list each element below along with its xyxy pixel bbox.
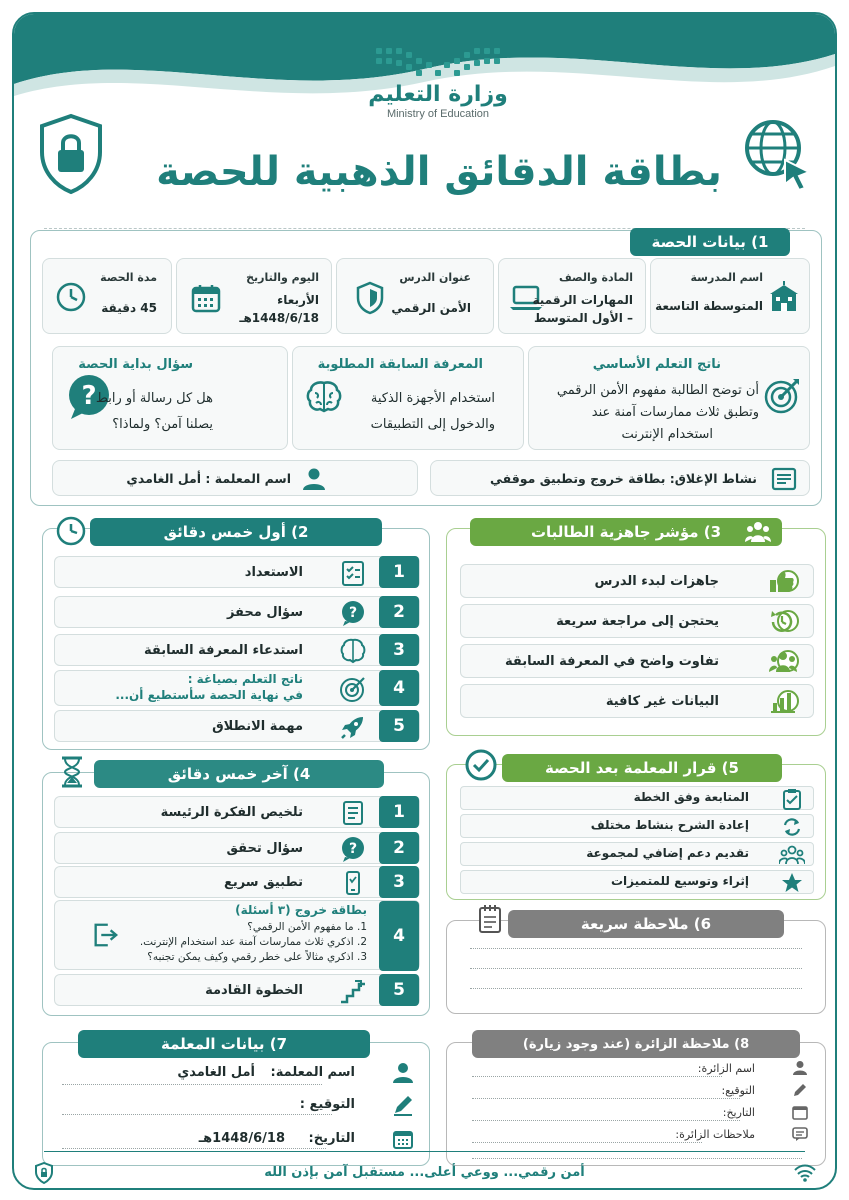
clock-icon [55,281,87,313]
quick-note-line-3[interactable] [470,988,802,989]
ministry-logo [358,44,518,120]
first5-row-5 [54,710,420,742]
visitor-person-icon [792,1060,808,1076]
question-icon [339,599,367,627]
page-title: بطاقة الدقائق الذهبية للحصة [156,149,722,195]
visitor-sign-line[interactable] [472,1098,740,1099]
last5-row-2 [54,832,420,864]
first5-num-1: 1 [379,556,419,588]
readiness-item-2[interactable] [460,604,814,638]
teacher-name-text: اسم المعلمة : أمل الغامدي [126,471,291,486]
decision-text-2: إعادة الشرح بنشاط مختلف [590,818,749,832]
lesson-info-title: 1) بيانات الحصة [630,228,790,256]
lesson-title-label: عنوان الدرس [399,271,471,284]
first5-text-3: استدعاء المعرفة السابقة [144,642,303,658]
subject-value-line2: – الأول المتوسط [533,311,633,325]
date-value-day: الأربعاء [277,293,319,307]
first5-text-1: الاستعداد [244,564,303,580]
teacher-sign-line[interactable] [62,1114,332,1115]
calendar-small-icon [392,1128,414,1150]
footer-slogan: أمن رقمي... ووعي أعلى... مستقبل آمن بإذن الله [264,1165,585,1180]
school-building-icon [769,281,799,313]
logo-dots-icon [374,44,502,80]
opening-question-title: سؤال بداية الحصة [78,357,193,372]
quick-note-title: 6) ملاحظة سريعة [508,910,784,938]
calendar-icon [191,283,221,313]
thumbs-up-icon [769,571,795,593]
first5-row-1 [54,556,420,588]
last5-row-3 [54,866,420,898]
stairs-icon [339,977,367,1005]
teacher-info-name-value: أمل الغامدي [177,1065,255,1080]
hourglass-icon [60,756,84,788]
quick-note-line-1[interactable] [470,948,802,949]
last5-text-5: الخطوة القادمة [205,982,303,998]
school-label: اسم المدرسة [690,271,763,284]
subject-label: المادة والصف [558,271,633,284]
target-small-icon [339,675,367,703]
last-five-minutes-title: 4) آخر خمس دقائق [94,760,384,788]
visitor-note-title: 8) ملاحظة الزائرة (عند وجود زيارة) [472,1030,800,1058]
first5-num-3: 3 [379,634,419,666]
checklist-icon [339,559,367,587]
duration-card [42,258,172,334]
teacher-sign-label: التوقيع : [299,1097,355,1112]
exit-icon [91,921,119,949]
lesson-title-card [336,258,494,334]
learning-outcome-line1: أن توضح الطالبة مفهوم الأمن الرقمي [556,383,759,398]
ministry-name-en: Ministry of Education [386,108,490,120]
star-icon [781,872,803,894]
footer-line [44,1151,805,1152]
teacher-name-line [62,1084,322,1085]
pen-icon [392,1094,414,1116]
learning-outcome-line2: وتطبق ثلاث ممارسات آمنة عند [591,405,759,420]
subject-value-line1: المهارات الرقمية [532,293,633,307]
people-icon [769,651,797,673]
lesson-title-value: الأمن الرقمي [391,301,471,315]
last5-num-1: 1 [379,796,419,828]
visitor-sign-label: التوقيع: [721,1084,755,1097]
first5-row-4 [54,670,420,706]
visitor-notes-label: ملاحظات الزائرة: [675,1128,755,1141]
last5-text-3: تطبيق سريع [223,874,303,890]
svg-text:?: ? [348,841,358,857]
visitor-pen-icon [792,1082,808,1098]
person-icon [301,467,327,491]
learning-outcome-line3: استخدام الإنترنت [621,427,713,442]
teacher-info-name-label: اسم المعلمة: [270,1065,355,1080]
first5-row-3 [54,634,420,666]
visitor-comment-icon [792,1126,808,1142]
summary-doc-icon [339,799,367,827]
decision-item-4[interactable] [460,870,814,894]
prior-knowledge-title: المعرفة السابقة المطلوبة [317,357,483,372]
opening-question-card [52,346,288,450]
decision-item-3[interactable] [460,842,814,866]
prior-knowledge-line1: استخدام الأجهزة الذكية [370,391,495,406]
teacher-decision-title: 5) قرار المعلمة بعد الحصة [502,754,782,782]
first5-num-2: 2 [379,596,419,628]
visitor-date-line[interactable] [472,1120,740,1121]
first5-num-5: 5 [379,710,419,742]
rocket-icon [339,713,367,741]
visitor-name-line[interactable] [472,1076,722,1077]
document-lines-icon [771,467,797,491]
last5-row-5 [54,974,420,1006]
page-frame [12,12,837,1190]
learning-outcome-card [528,346,810,450]
group-icon [744,520,772,544]
teacher-date-label: التاريخ: [308,1131,355,1146]
duration-value: 45 دقيقة [101,301,157,315]
subject-card [498,258,646,334]
date-card [176,258,332,334]
clipboard-check-icon [781,788,803,810]
visitor-date-label: التاريخ: [722,1106,755,1119]
visitor-notes-line-1[interactable] [472,1142,702,1143]
readiness-title: 3) مؤشر جاهزية الطالبات [470,518,782,546]
opening-question-line1: هل كل رسالة أو رابط [95,391,213,406]
last5-text-1: تلخيص الفكرة الرئيسة [160,804,303,820]
visitor-name-label: اسم الزائرة: [697,1062,755,1075]
first5-num-4: 4 [379,670,419,706]
last5-num-5: 5 [379,974,419,1006]
decision-text-1: المتابعة وفق الخطة [633,790,749,804]
last5-row-1 [54,796,420,828]
visitor-calendar-icon [792,1104,808,1120]
first5-text-4-line2: في نهاية الحصة سأستطيع أن... [115,688,303,702]
last5-num-2: 2 [379,832,419,864]
first5-row-2 [54,596,420,628]
check-circle-icon [464,748,498,782]
first5-text-5: مهمة الانطلاق [212,718,303,734]
date-value-date: 1448/6/18هـ [239,311,319,325]
brain-small-icon [339,637,367,665]
visitor-notes-line-2[interactable] [472,1158,802,1159]
last5-text-2: سؤال تحقق [226,840,303,856]
ministry-name-ar: وزارة التعليم [368,82,508,107]
school-card [650,258,810,334]
question-check-icon [339,835,367,863]
brain-icon [305,379,343,415]
school-value: المتوسطة التاسعة [655,299,763,313]
prior-knowledge-line2: والدخول إلى التطبيقات [370,417,495,432]
closing-activity-text: نشاط الإغلاق: بطاقة خروج وتطبيق موقفي [489,471,757,486]
last5-num-3: 3 [379,866,419,898]
readiness-item-3[interactable] [460,644,814,678]
last5-row-4 [54,900,420,970]
exit-question-3: 3. اذكري مثالاً على خطر رقمي وكيف يمكن تجنبه؟ [147,951,367,963]
duration-label: مدة الحصة [100,271,157,284]
first-five-minutes-title: 2) أول خمس دقائق [90,518,382,546]
teacher-date-value: 1448/6/18هـ [198,1131,285,1146]
shield-icon [355,281,385,315]
opening-question-line2: يصلنا آمن؟ ولماذا؟ [112,417,213,432]
learning-outcome-title: ناتج التعلم الأساسي [592,357,721,372]
prior-knowledge-card [292,346,524,450]
visitor-note-section [446,1042,826,1166]
decision-item-1[interactable] [460,786,814,810]
teacher-info-title: 7) بيانات المعلمة [78,1030,370,1058]
date-label: اليوم والتاريخ [246,271,319,284]
globe-cursor-icon [741,116,813,192]
mobile-phone-icon [339,869,367,897]
readiness-text-1: جاهزات لبدء الدرس [594,574,719,589]
readiness-text-4: البيانات غير كافية [605,694,719,709]
first5-text-4-line1: ناتج التعلم بصياغة : [187,672,303,686]
refresh-clock-icon [769,610,795,634]
last5-num-4: 4 [379,901,419,971]
readiness-item-1[interactable] [460,564,814,598]
teacher-name-card [52,460,418,496]
quick-note-line-2[interactable] [470,968,802,969]
decision-text-3: تقديم دعم إضافي لمجموعة [586,846,749,860]
readiness-text-2: يحتجن إلى مراجعة سريعة [556,614,719,629]
clock-badge-icon [56,516,86,546]
shield-lock-icon [36,112,106,196]
target-icon [763,377,801,415]
teacher-person-icon [392,1062,414,1084]
closing-activity-card [430,460,810,496]
decision-item-2[interactable] [460,814,814,838]
svg-text:?: ? [348,605,358,621]
refresh-icon [781,816,803,838]
svg-text:?: ? [81,381,97,411]
readiness-item-4[interactable] [460,684,814,718]
notepad-icon [478,904,502,934]
first5-text-2: سؤال محفز [226,604,303,620]
decision-text-4: إثراء وتوسيع للمتميزات [611,874,749,888]
exit-question-1: 1. ما مفهوم الأمن الرقمي؟ [247,921,367,933]
support-group-icon [779,845,805,865]
bar-chart-icon [771,691,795,713]
exit-card-title: بطاقة خروج (٣ أسئلة) [235,903,367,917]
readiness-text-3: تفاوت واضح في المعرفة السابقة [505,654,719,669]
exit-question-2: 2. اذكري ثلاث ممارسات آمنة عند استخدام الإنترنت. [139,936,367,948]
teacher-date-line [62,1148,326,1149]
